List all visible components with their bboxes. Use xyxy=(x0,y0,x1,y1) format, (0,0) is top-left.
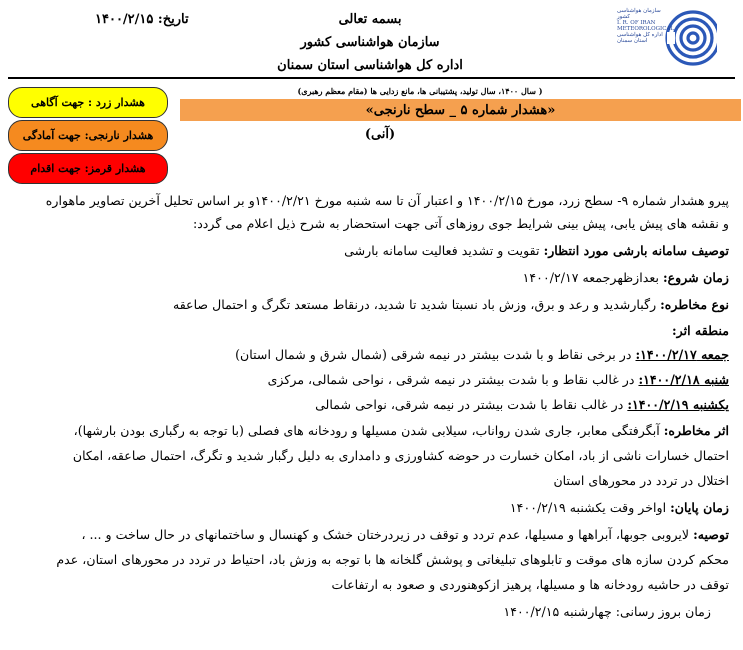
warning-title-bar xyxy=(180,99,741,121)
day1-value: در برخی نقاط و با شدت بیشتر در نیمه شرقی (شمال شرق و شمال استان) xyxy=(235,347,636,362)
day3-label: یکشنبه ۱۴۰۰/۲/۱۹: xyxy=(627,397,729,412)
description-value: تقویت و تشدید فعالیت سامانه بارشی xyxy=(344,243,544,258)
warning-subtitle: (آنی) xyxy=(364,127,396,142)
effects-value-1: آبگرفتگی معابر، جاری شدن رواناب، سیلابی شدن مسیلها و رودخانه های فصلی (با توجه به رگباری بودن بارشها)، xyxy=(73,423,664,438)
effects-line-1 xyxy=(14,420,729,442)
logo-text: سازمان هواشناسی کشور I. R. OF IRAN METEOROLOGICAL اداره کل هواشناسی استان سمنان xyxy=(617,8,675,44)
region-label: منطقه اثر: xyxy=(672,323,729,338)
year-motto: ( سال ۱۴۰۰، سال تولید، پشتیبانی ها، مانع زدایی ها (مقام معظم رهبری) xyxy=(297,86,543,96)
day3-line xyxy=(14,394,729,416)
advice-label: توصیه: xyxy=(693,527,729,542)
end-value: اواخر وقت یکشنبه ۱۴۰۰/۲/۱۹ xyxy=(509,500,671,515)
hazard-label: نوع مخاطره: xyxy=(660,297,729,312)
hazard-value: رگبارشدید و رعد و برق، وزش باد نسبتا شدید تا شدید، درنقاط مستعد تگرگ و احتمال صاعقه xyxy=(172,297,661,312)
advice-line-2: محکم کردن سازه های موقت و تابلوهای تبلیغاتی و پوشش گلخانه ها با توجه به وزش باد، احتیاط در تردد در محورهای استان، عدم xyxy=(56,552,729,567)
advice-line-3: توقف در حاشیه رودخانه ها و مسیلها، پرهیز ازکوهنوردی و صعود به ارتفاعات xyxy=(331,577,729,592)
end-label: زمان پایان: xyxy=(670,500,729,515)
effects-line-2: احتمال خسارات ناشی از باد، امکان خسارت در حوضه کشاورزی و دامداری به دلیل رگبار شدید و تگرگ، احتمال صاعقه، امکان xyxy=(72,448,729,463)
hazard-line xyxy=(14,294,729,316)
legend-yellow: هشدار زرد : جهت آگاهی xyxy=(8,87,168,118)
intro-line-2: و نقشه های پیش یابی، پیش بینی شرایط جوی روزهای آتی جهت استحضار به شرح ذیل اعلام می گردد: xyxy=(192,216,729,231)
effects-line-3: اختلال در تردد در محورهای استان xyxy=(553,473,729,488)
start-label: زمان شروع: xyxy=(662,270,729,285)
date-value: ۱۴۰۰/۲/۱۵ xyxy=(95,12,154,27)
day2-label: شنبه ۱۴۰۰/۲/۱۸: xyxy=(638,372,729,387)
description-label: توصیف سامانه بارشی مورد انتظار: xyxy=(543,243,729,258)
day2-line xyxy=(14,369,729,391)
day1-line xyxy=(14,344,729,366)
end-line xyxy=(14,497,729,519)
intro-line-1: پیرو هشدار شماره ۹- سطح زرد، مورخ ۱۴۰۰/۲/۱۵ و اعتبار آن تا سه شنبه مورخ ۱۴۰۰/۲/۲۱و بر اساس تحلیل آخرین تصاویر ماهواره xyxy=(45,193,729,208)
dept-name: اداره کل هواشناسی استان سمنان xyxy=(277,58,463,73)
start-line xyxy=(14,267,729,289)
day2-value: در غالب نقاط و با شدت بیشتر در نیمه شرقی ، نواحی شمالی، مرکزی xyxy=(267,372,639,387)
effects-label: اثر مخاطره: xyxy=(663,423,729,438)
day1-label: جمعه ۱۴۰۰/۲/۱۷: xyxy=(635,347,729,362)
description-line xyxy=(14,240,729,262)
warning-title: «هشدار شماره ۵ _ سطح نارنجی» xyxy=(365,102,556,118)
update-time: زمان بروز رسانی: چهارشنبه ۱۴۰۰/۲/۱۵ xyxy=(503,604,711,619)
legend-orange: هشدار نارنجی: جهت آمادگی xyxy=(8,120,168,151)
legend-red: هشدار قرمز: جهت اقدام xyxy=(8,153,168,184)
advice-value-1: لایروبی جوبها، آبراهها و مسیلها، عدم تردد و توقف در زیردرختان خشک و کهنسال و ساختمانهای در حال ساخت و ... ، xyxy=(81,527,694,542)
start-value: بعدازظهرجمعه ۱۴۰۰/۲/۱۷ xyxy=(522,270,663,285)
org-name: سازمان هواشناسی کشور xyxy=(300,35,440,50)
day3-value: در غالب نقاط با شدت بیشتر در نیمه شرقی، نواحی شمالی xyxy=(315,397,628,412)
date-block xyxy=(95,12,189,27)
date-label: تاریخ: xyxy=(157,12,189,27)
advice-line-1 xyxy=(14,524,729,546)
bismillah: بسمه تعالی xyxy=(338,12,402,27)
header-divider xyxy=(8,77,735,79)
region-line xyxy=(14,320,729,342)
